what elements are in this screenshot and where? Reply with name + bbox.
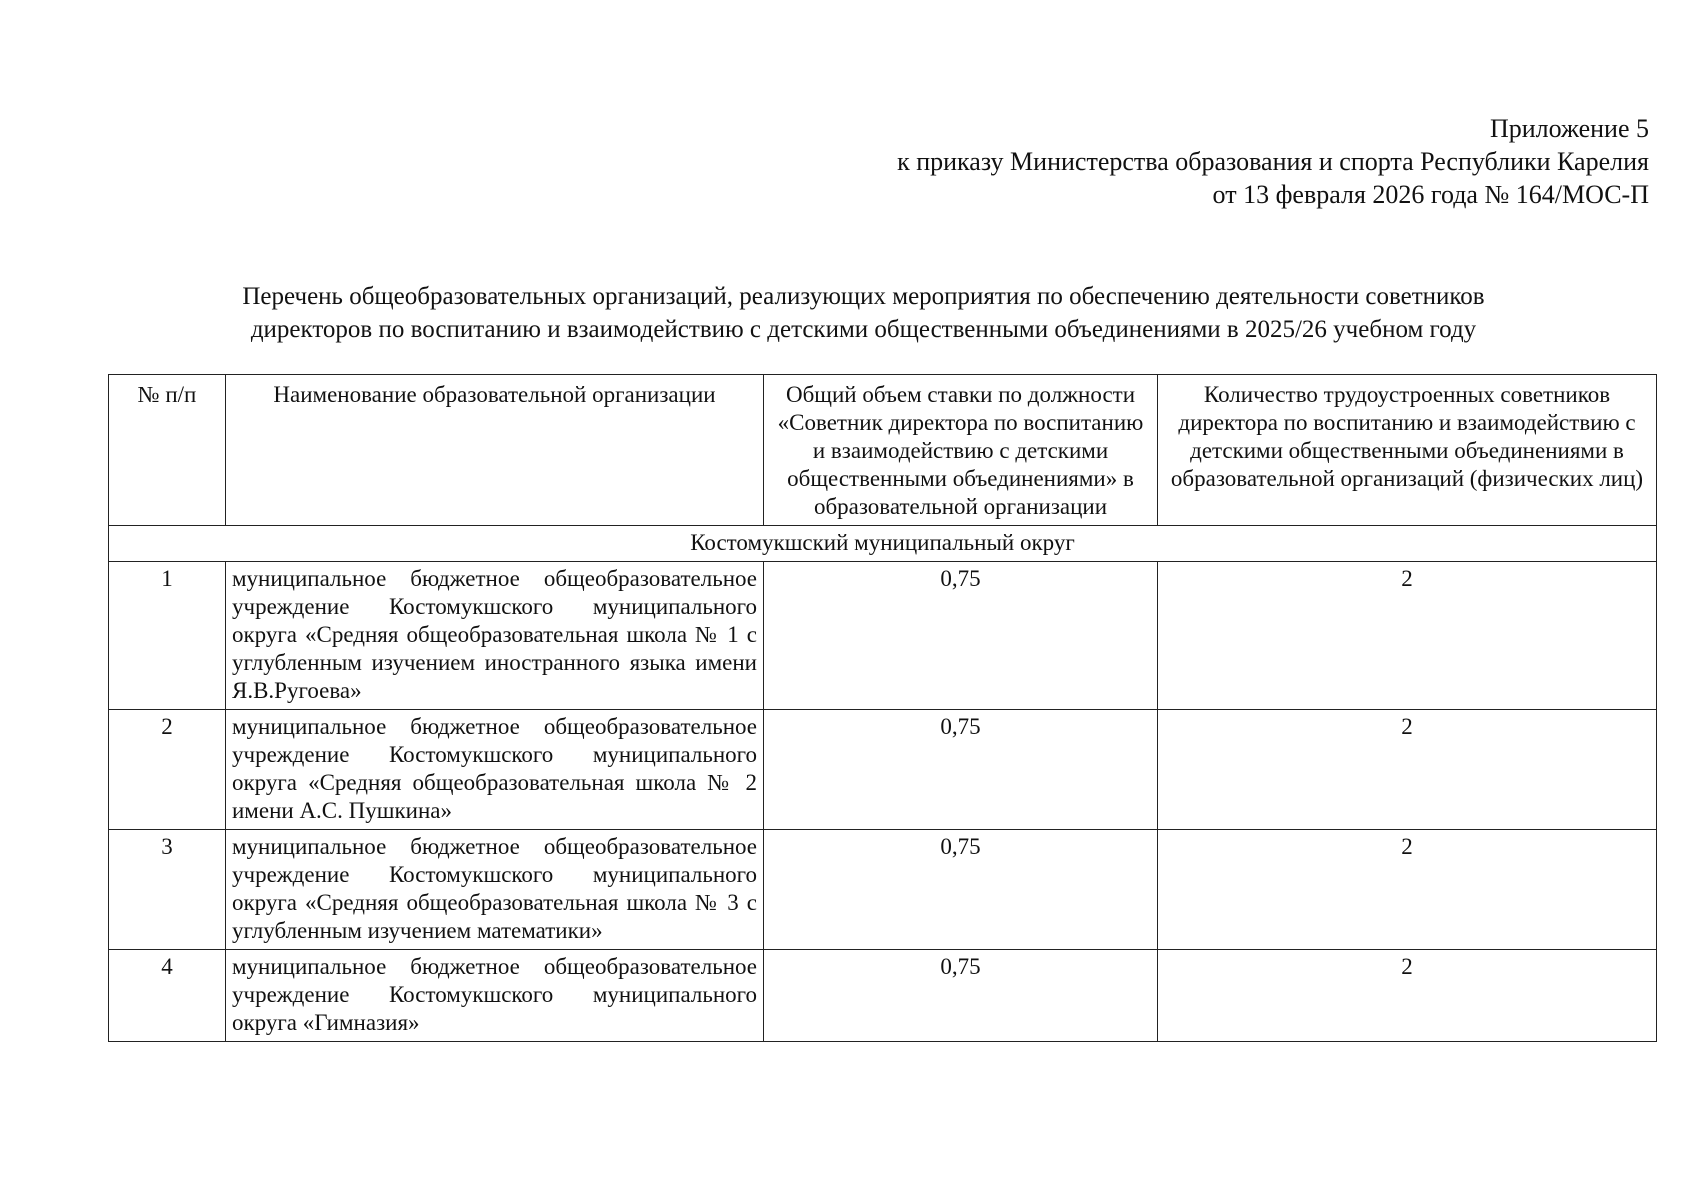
header-advisors-count: Количество трудоустроенных советников директора по воспитанию и взаимодействию с детскими общественными объединениями в образовательной организаций (физических лиц) xyxy=(1158,375,1657,526)
advisors-count: 2 xyxy=(1158,710,1657,830)
rate-volume: 0,75 xyxy=(764,562,1158,710)
appendix-header xyxy=(897,112,1649,211)
row-number: 4 xyxy=(109,950,226,1042)
row-number: 1 xyxy=(109,562,226,710)
org-name: муниципальное бюджетное общеобразовательное учреждение Костомукшского муниципального округа «Гимназия» xyxy=(226,950,764,1042)
header-number: № п/п xyxy=(109,375,226,526)
region-row xyxy=(109,526,1657,562)
appendix-order-date: от 13 февраля 2026 года № 164/МОС-П xyxy=(1212,180,1649,209)
rate-volume: 0,75 xyxy=(764,950,1158,1042)
header-org-name: Наименование образовательной организации xyxy=(226,375,764,526)
document-title-line-2: директоров по воспитанию и взаимодействию с детскими общественными объединениями в 2025/26 учебном году xyxy=(250,316,1477,343)
table-row xyxy=(109,830,1657,950)
region-name: Костомукшский муниципальный округ xyxy=(109,526,1657,562)
org-name: муниципальное бюджетное общеобразовательное учреждение Костомукшского муниципального округа «Средняя общеобразовательная школа № 1 с углубленным изучением иностранного языка имени Я.В.Ругоева» xyxy=(226,562,764,710)
header-rate-volume: Общий объем ставки по должности «Советник директора по воспитанию и взаимодействию с детскими общественными объединениями» в образовательной организации xyxy=(764,375,1158,526)
appendix-number: Приложение 5 xyxy=(1489,114,1649,143)
row-number: 3 xyxy=(109,830,226,950)
table-row xyxy=(109,710,1657,830)
advisors-count: 2 xyxy=(1158,562,1657,710)
rate-volume: 0,75 xyxy=(764,830,1158,950)
advisors-count: 2 xyxy=(1158,830,1657,950)
table-row xyxy=(109,562,1657,710)
appendix-order-ref: к приказу Министерства образования и спорта Республики Карелия xyxy=(897,147,1649,176)
org-name: муниципальное бюджетное общеобразовательное учреждение Костомукшского муниципального округа «Средняя общеобразовательная школа № 2 имени А.С. Пушкина» xyxy=(226,710,764,830)
document-title-line-1: Перечень общеобразовательных организаций, реализующих мероприятия по обеспечению деятельности советников xyxy=(242,283,1485,310)
row-number: 2 xyxy=(109,710,226,830)
rate-volume: 0,75 xyxy=(764,710,1158,830)
table-header-row xyxy=(109,375,1657,526)
org-name: муниципальное бюджетное общеобразовательное учреждение Костомукшского муниципального округа «Средняя общеобразовательная школа № 3 с углубленным изучением математики» xyxy=(226,830,764,950)
organizations-table xyxy=(108,374,1657,1042)
table-row xyxy=(109,950,1657,1042)
advisors-count: 2 xyxy=(1158,950,1657,1042)
document-title xyxy=(110,280,1617,346)
